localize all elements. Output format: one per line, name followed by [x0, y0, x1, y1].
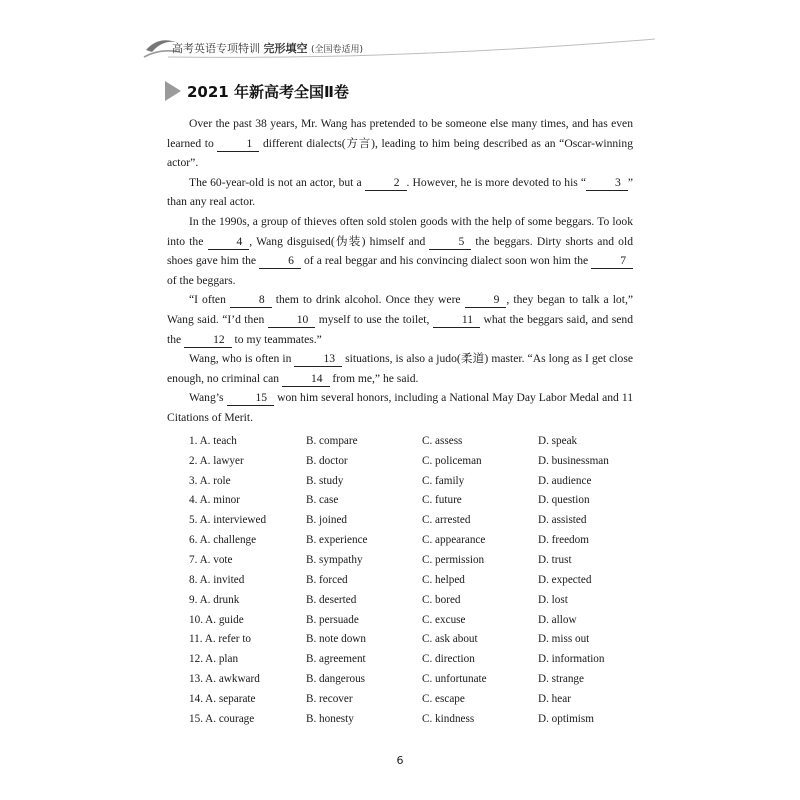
- passage-text: from me,” he said.: [329, 371, 419, 385]
- option-choice[interactable]: 3. A. role: [189, 474, 231, 487]
- blank-6[interactable]: 6: [259, 254, 301, 269]
- blank-12[interactable]: 12: [184, 333, 232, 348]
- option-choice[interactable]: B. dangerous: [306, 673, 366, 686]
- passage-text: The 60-year-old is not an actor, but a: [189, 175, 365, 189]
- option-row: [189, 689, 639, 709]
- section-title: [165, 80, 349, 102]
- option-choice[interactable]: C. future: [422, 494, 462, 507]
- option-choice[interactable]: 12. A. plan: [189, 653, 239, 666]
- option-choice[interactable]: 7. A. vote: [189, 553, 233, 566]
- running-header: [140, 30, 660, 70]
- passage-text: them to drink alcohol. Once they were: [271, 293, 465, 307]
- option-choice[interactable]: C. escape: [422, 692, 465, 705]
- option-choice[interactable]: D. audience: [538, 474, 592, 487]
- passage-text: Wang, who is often in: [189, 352, 295, 366]
- option-choice[interactable]: B. agreement: [306, 653, 366, 666]
- blank-2[interactable]: 2: [365, 176, 407, 191]
- option-row: [189, 550, 639, 570]
- option-choice[interactable]: B. note down: [306, 633, 366, 646]
- passage-paragraph: [167, 349, 633, 388]
- option-choice[interactable]: D. optimism: [538, 712, 594, 725]
- option-choice[interactable]: B. recover: [306, 692, 353, 705]
- passage-text: . However, he is more devoted to his “: [406, 175, 587, 189]
- passage-text: Over the past 38 years, Mr. Wang has pretended to be someone else many times, and has even learned to: [167, 117, 633, 150]
- option-choice[interactable]: 10. A. guide: [189, 613, 244, 626]
- option-choice[interactable]: B. honesty: [306, 712, 354, 725]
- blank-14[interactable]: 14: [282, 372, 330, 387]
- option-choice[interactable]: 15. A. courage: [189, 712, 255, 725]
- option-choice[interactable]: 9. A. drunk: [189, 593, 240, 606]
- option-choice[interactable]: B. doctor: [306, 454, 348, 467]
- passage-text: won him several honors, including a National May Day Labor Medal and 11 Citations of Merit.: [167, 391, 633, 424]
- option-choice[interactable]: C. bored: [422, 593, 461, 606]
- option-choice[interactable]: B. sympathy: [306, 553, 363, 566]
- passage-text: , they began to talk a lot,” Wang said. “I’d then: [167, 293, 633, 326]
- passage-paragraph: [167, 114, 633, 173]
- blank-7[interactable]: 7: [591, 254, 633, 269]
- option-choice[interactable]: D. allow: [538, 613, 577, 626]
- option-choice[interactable]: C. permission: [422, 553, 485, 566]
- option-choice[interactable]: D. strange: [538, 673, 584, 686]
- option-choice[interactable]: 14. A. separate: [189, 692, 256, 705]
- option-row: [189, 590, 639, 610]
- option-choice[interactable]: C. direction: [422, 653, 475, 666]
- answer-options: [189, 431, 639, 729]
- option-choice[interactable]: 4. A. minor: [189, 494, 240, 507]
- passage-text: of the beggars.: [167, 273, 236, 287]
- blank-1[interactable]: 1: [217, 137, 259, 152]
- option-choice[interactable]: C. helped: [422, 573, 465, 586]
- header-title: [172, 40, 363, 56]
- blank-15[interactable]: 15: [227, 391, 275, 406]
- blank-4[interactable]: 4: [208, 235, 250, 250]
- option-choice[interactable]: D. businessman: [538, 454, 609, 467]
- option-choice[interactable]: C. appearance: [422, 534, 486, 547]
- passage-text: Wang’s: [189, 391, 227, 405]
- blank-11[interactable]: 11: [433, 313, 480, 328]
- option-choice[interactable]: D. miss out: [538, 633, 590, 646]
- blank-13[interactable]: 13: [294, 352, 342, 367]
- option-choice[interactable]: 6. A. challenge: [189, 534, 257, 547]
- option-row: [189, 471, 639, 491]
- option-choice[interactable]: D. lost: [538, 593, 568, 606]
- option-choice[interactable]: D. question: [538, 494, 590, 507]
- page-number: 6: [396, 754, 404, 767]
- blank-5[interactable]: 5: [429, 235, 471, 250]
- option-row: [189, 451, 639, 471]
- passage-text: to my teammates.”: [231, 332, 322, 346]
- option-choice[interactable]: 1. A. teach: [189, 434, 237, 447]
- blank-10[interactable]: 10: [268, 313, 316, 328]
- option-choice[interactable]: B. persuade: [306, 613, 359, 626]
- option-row: [189, 669, 639, 689]
- blank-8[interactable]: 8: [230, 293, 272, 308]
- passage-paragraph: [167, 290, 633, 349]
- passage-text: the beggars. Dirty shorts and old shoes gave him the: [167, 234, 633, 268]
- option-choice[interactable]: B. deserted: [306, 593, 357, 606]
- passage-text: myself to use the toilet,: [315, 312, 433, 326]
- passage-paragraph: [167, 212, 633, 290]
- triangle-marker-icon: [165, 81, 181, 101]
- passage-text: , Wang disguised(伪装) himself and: [249, 234, 430, 248]
- option-choice[interactable]: 11. A. refer to: [189, 633, 252, 646]
- option-row: [189, 570, 639, 590]
- blank-9[interactable]: 9: [465, 293, 507, 308]
- passage-text: situations, is also a judo(柔道) master. “As long as I get close enough, no criminal can: [167, 352, 633, 385]
- passage-text: different dialects(方言), leading to him being described as an “Oscar-winning actor”.: [167, 136, 633, 170]
- option-choice[interactable]: D. freedom: [538, 534, 589, 547]
- option-choice[interactable]: C. ask about: [422, 633, 478, 646]
- section-title-text: 2021 年新高考全国Ⅱ卷: [187, 82, 349, 101]
- option-choice[interactable]: 13. A. awkward: [189, 673, 260, 686]
- option-choice[interactable]: B. experience: [306, 534, 368, 547]
- header-series: 高考英语专项特训: [172, 42, 260, 55]
- option-row: [189, 629, 639, 649]
- option-choice[interactable]: D. assisted: [538, 514, 587, 527]
- option-row: [189, 709, 639, 729]
- passage-text: what the beggars said, and send the: [167, 312, 634, 346]
- passage-text: In the 1990s, a group of thieves often sold stolen goods with the help of some beggars. To look into the: [167, 214, 633, 248]
- option-choice[interactable]: C. unfortunate: [422, 673, 487, 686]
- passage-text: ” than any real actor.: [167, 175, 633, 209]
- option-choice[interactable]: D. information: [538, 653, 605, 666]
- passage-text: of a real beggar and his convincing dialect soon won him the: [300, 254, 592, 268]
- option-choice[interactable]: C. assess: [422, 434, 463, 447]
- option-choice[interactable]: 8. A. invited: [189, 573, 245, 586]
- blank-3[interactable]: 3: [586, 176, 628, 191]
- option-row: [189, 510, 639, 530]
- passage-text: “I often: [189, 293, 230, 307]
- option-choice[interactable]: C. kindness: [422, 712, 475, 725]
- option-choice[interactable]: D. speak: [538, 434, 578, 447]
- option-choice[interactable]: B. case: [306, 494, 339, 507]
- passage-paragraph: [167, 173, 633, 212]
- option-choice[interactable]: D. trust: [538, 553, 572, 566]
- option-choice[interactable]: B. forced: [306, 573, 348, 586]
- option-choice[interactable]: 5. A. interviewed: [189, 514, 267, 527]
- option-choice[interactable]: C. family: [422, 474, 465, 487]
- option-row: [189, 491, 639, 511]
- option-row: [189, 530, 639, 550]
- option-choice[interactable]: D. hear: [538, 692, 571, 705]
- option-choice[interactable]: C. arrested: [422, 514, 471, 527]
- option-choice[interactable]: B. compare: [306, 434, 358, 447]
- option-row: [189, 610, 639, 630]
- cloze-passage: [167, 114, 633, 428]
- option-choice[interactable]: B. study: [306, 474, 344, 487]
- header-topic: 完形填空: [263, 42, 308, 55]
- option-choice[interactable]: C. excuse: [422, 613, 466, 626]
- header-edition: (全国卷适用): [311, 45, 364, 55]
- option-choice[interactable]: B. joined: [306, 514, 348, 527]
- option-row: [189, 649, 639, 669]
- option-choice[interactable]: C. policeman: [422, 454, 482, 467]
- option-row: [189, 431, 639, 451]
- option-choice[interactable]: 2. A. lawyer: [189, 454, 244, 467]
- passage-paragraph: [167, 388, 633, 427]
- option-choice[interactable]: D. expected: [538, 573, 592, 586]
